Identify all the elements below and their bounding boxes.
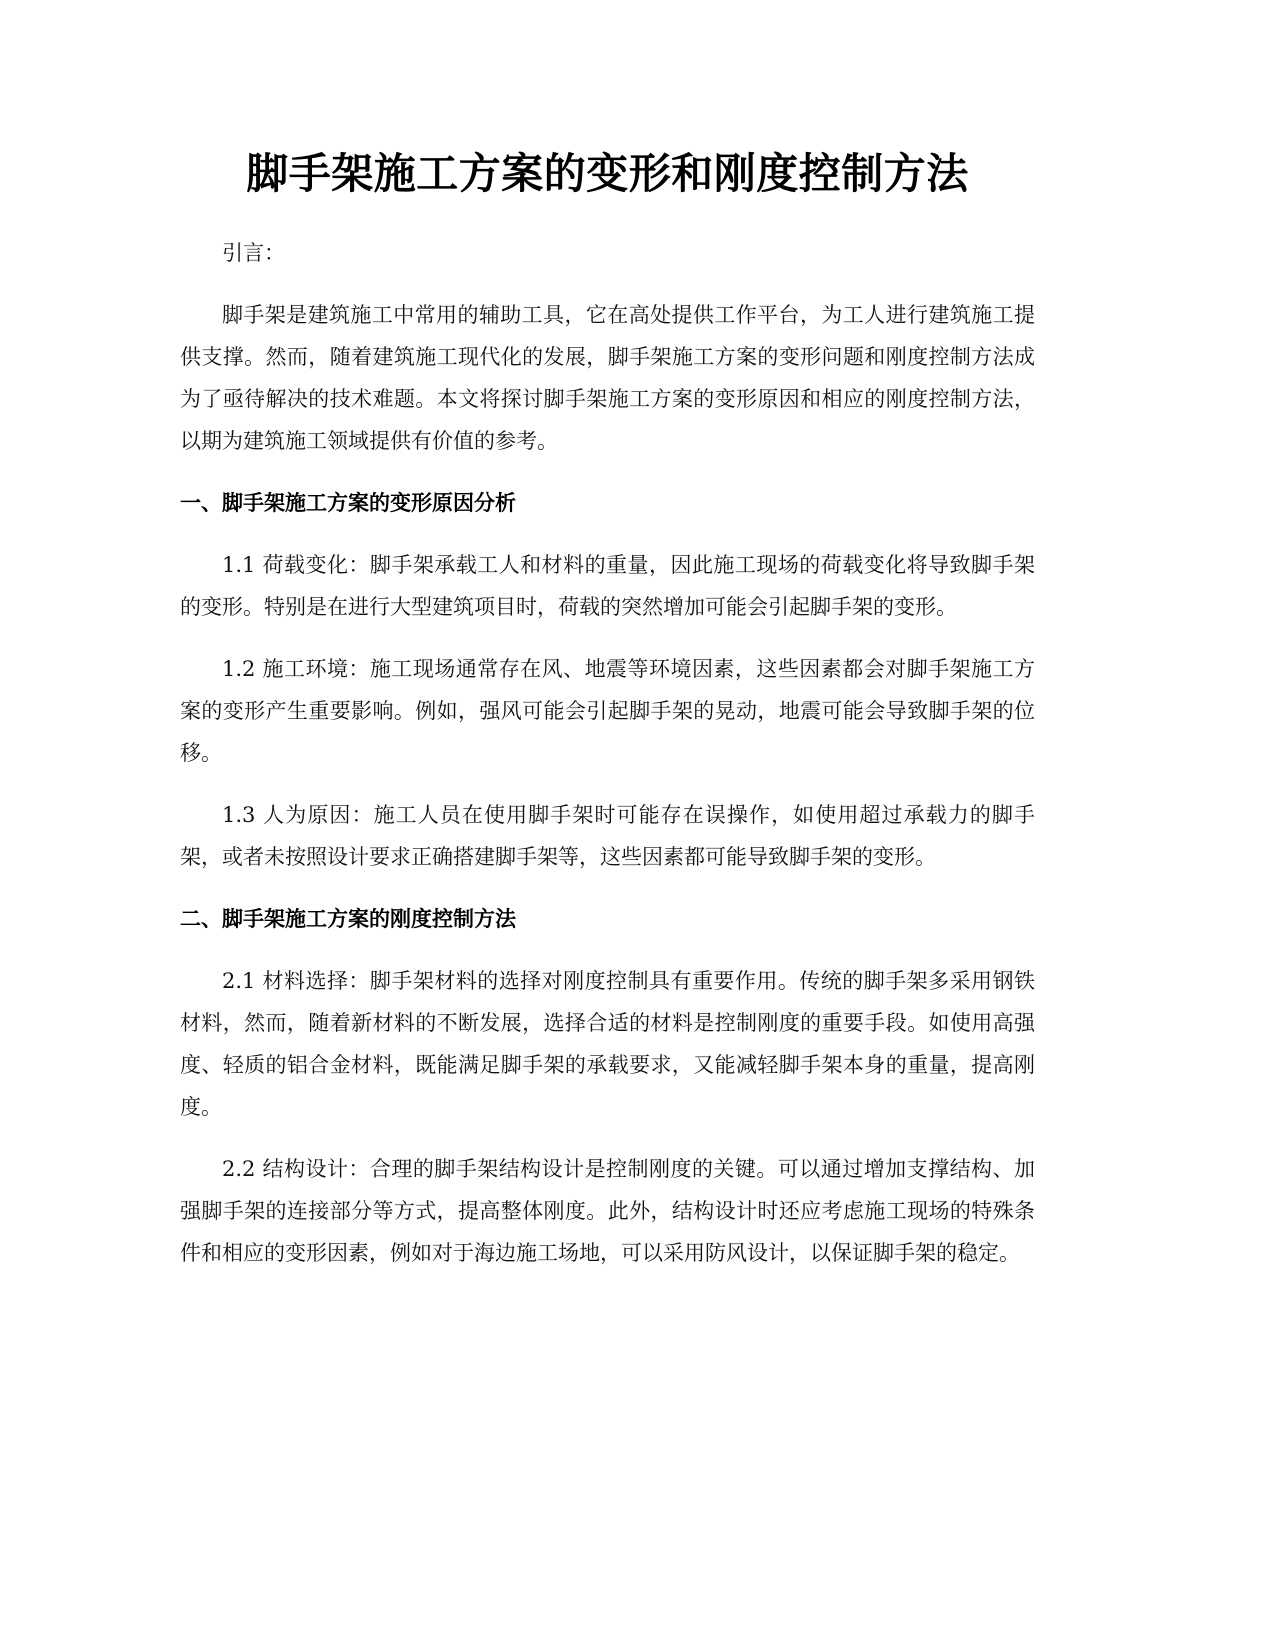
section-1-paragraph-1: 1.1 荷载变化：脚手架承载工人和材料的重量，因此施工现场的荷载变化将导致脚手架的变形。特别是在进行大型建筑项目时，荷载的突然增加可能会引起脚手架的变形。 [180,553,1035,619]
intro-paragraph: 脚手架是建筑施工中常用的辅助工具，它在高处提供工作平台，为工人进行建筑施工提供支撑。然而，随着建筑施工现代化的发展，脚手架施工方案的变形问题和刚度控制方法成为了亟待解决的技术难题。本文将探讨脚手架施工方案的变形原因和相应的刚度控制方法，以期为建筑施工领域提供有价值的参考。 [180,303,1035,453]
section-2-paragraph-1: 2.1 材料选择：脚手架材料的选择对刚度控制具有重要作用。传统的脚手架多采用钢铁材料，然而，随着新材料的不断发展，选择合适的材料是控制刚度的重要手段。如使用高强度、轻质的铝合金材料，既能满足脚手架的承载要求，又能减轻脚手架本身的重量，提高刚度。 [180,969,1035,1119]
section-1-paragraph-3: 1.3 人为原因：施工人员在使用脚手架时可能存在误操作，如使用超过承载力的脚手架，或者未按照设计要求正确搭建脚手架等，这些因素都可能导致脚手架的变形。 [180,803,1035,869]
document-body [180,232,1035,1294]
section-2-paragraph-2: 2.2 结构设计：合理的脚手架结构设计是控制刚度的关键。可以通过增加支撑结构、加强脚手架的连接部分等方式，提高整体刚度。此外，结构设计时还应考虑施工现场的特殊条件和相应的变形因素，例如对于海边施工场地，可以采用防风设计，以保证脚手架的稳定。 [180,1157,1035,1265]
section-2-heading: 二、脚手架施工方案的刚度控制方法 [180,907,516,931]
intro-label: 引言： [222,241,285,265]
section-1-heading: 一、脚手架施工方案的变形原因分析 [180,491,516,515]
section-1-paragraph-2: 1.2 施工环境：施工现场通常存在风、地震等环境因素，这些因素都会对脚手架施工方案的变形产生重要影响。例如，强风可能会引起脚手架的晃动，地震可能会导致脚手架的位移。 [180,657,1035,765]
page-title: 脚手架施工方案的变形和刚度控制方法 [246,149,969,198]
